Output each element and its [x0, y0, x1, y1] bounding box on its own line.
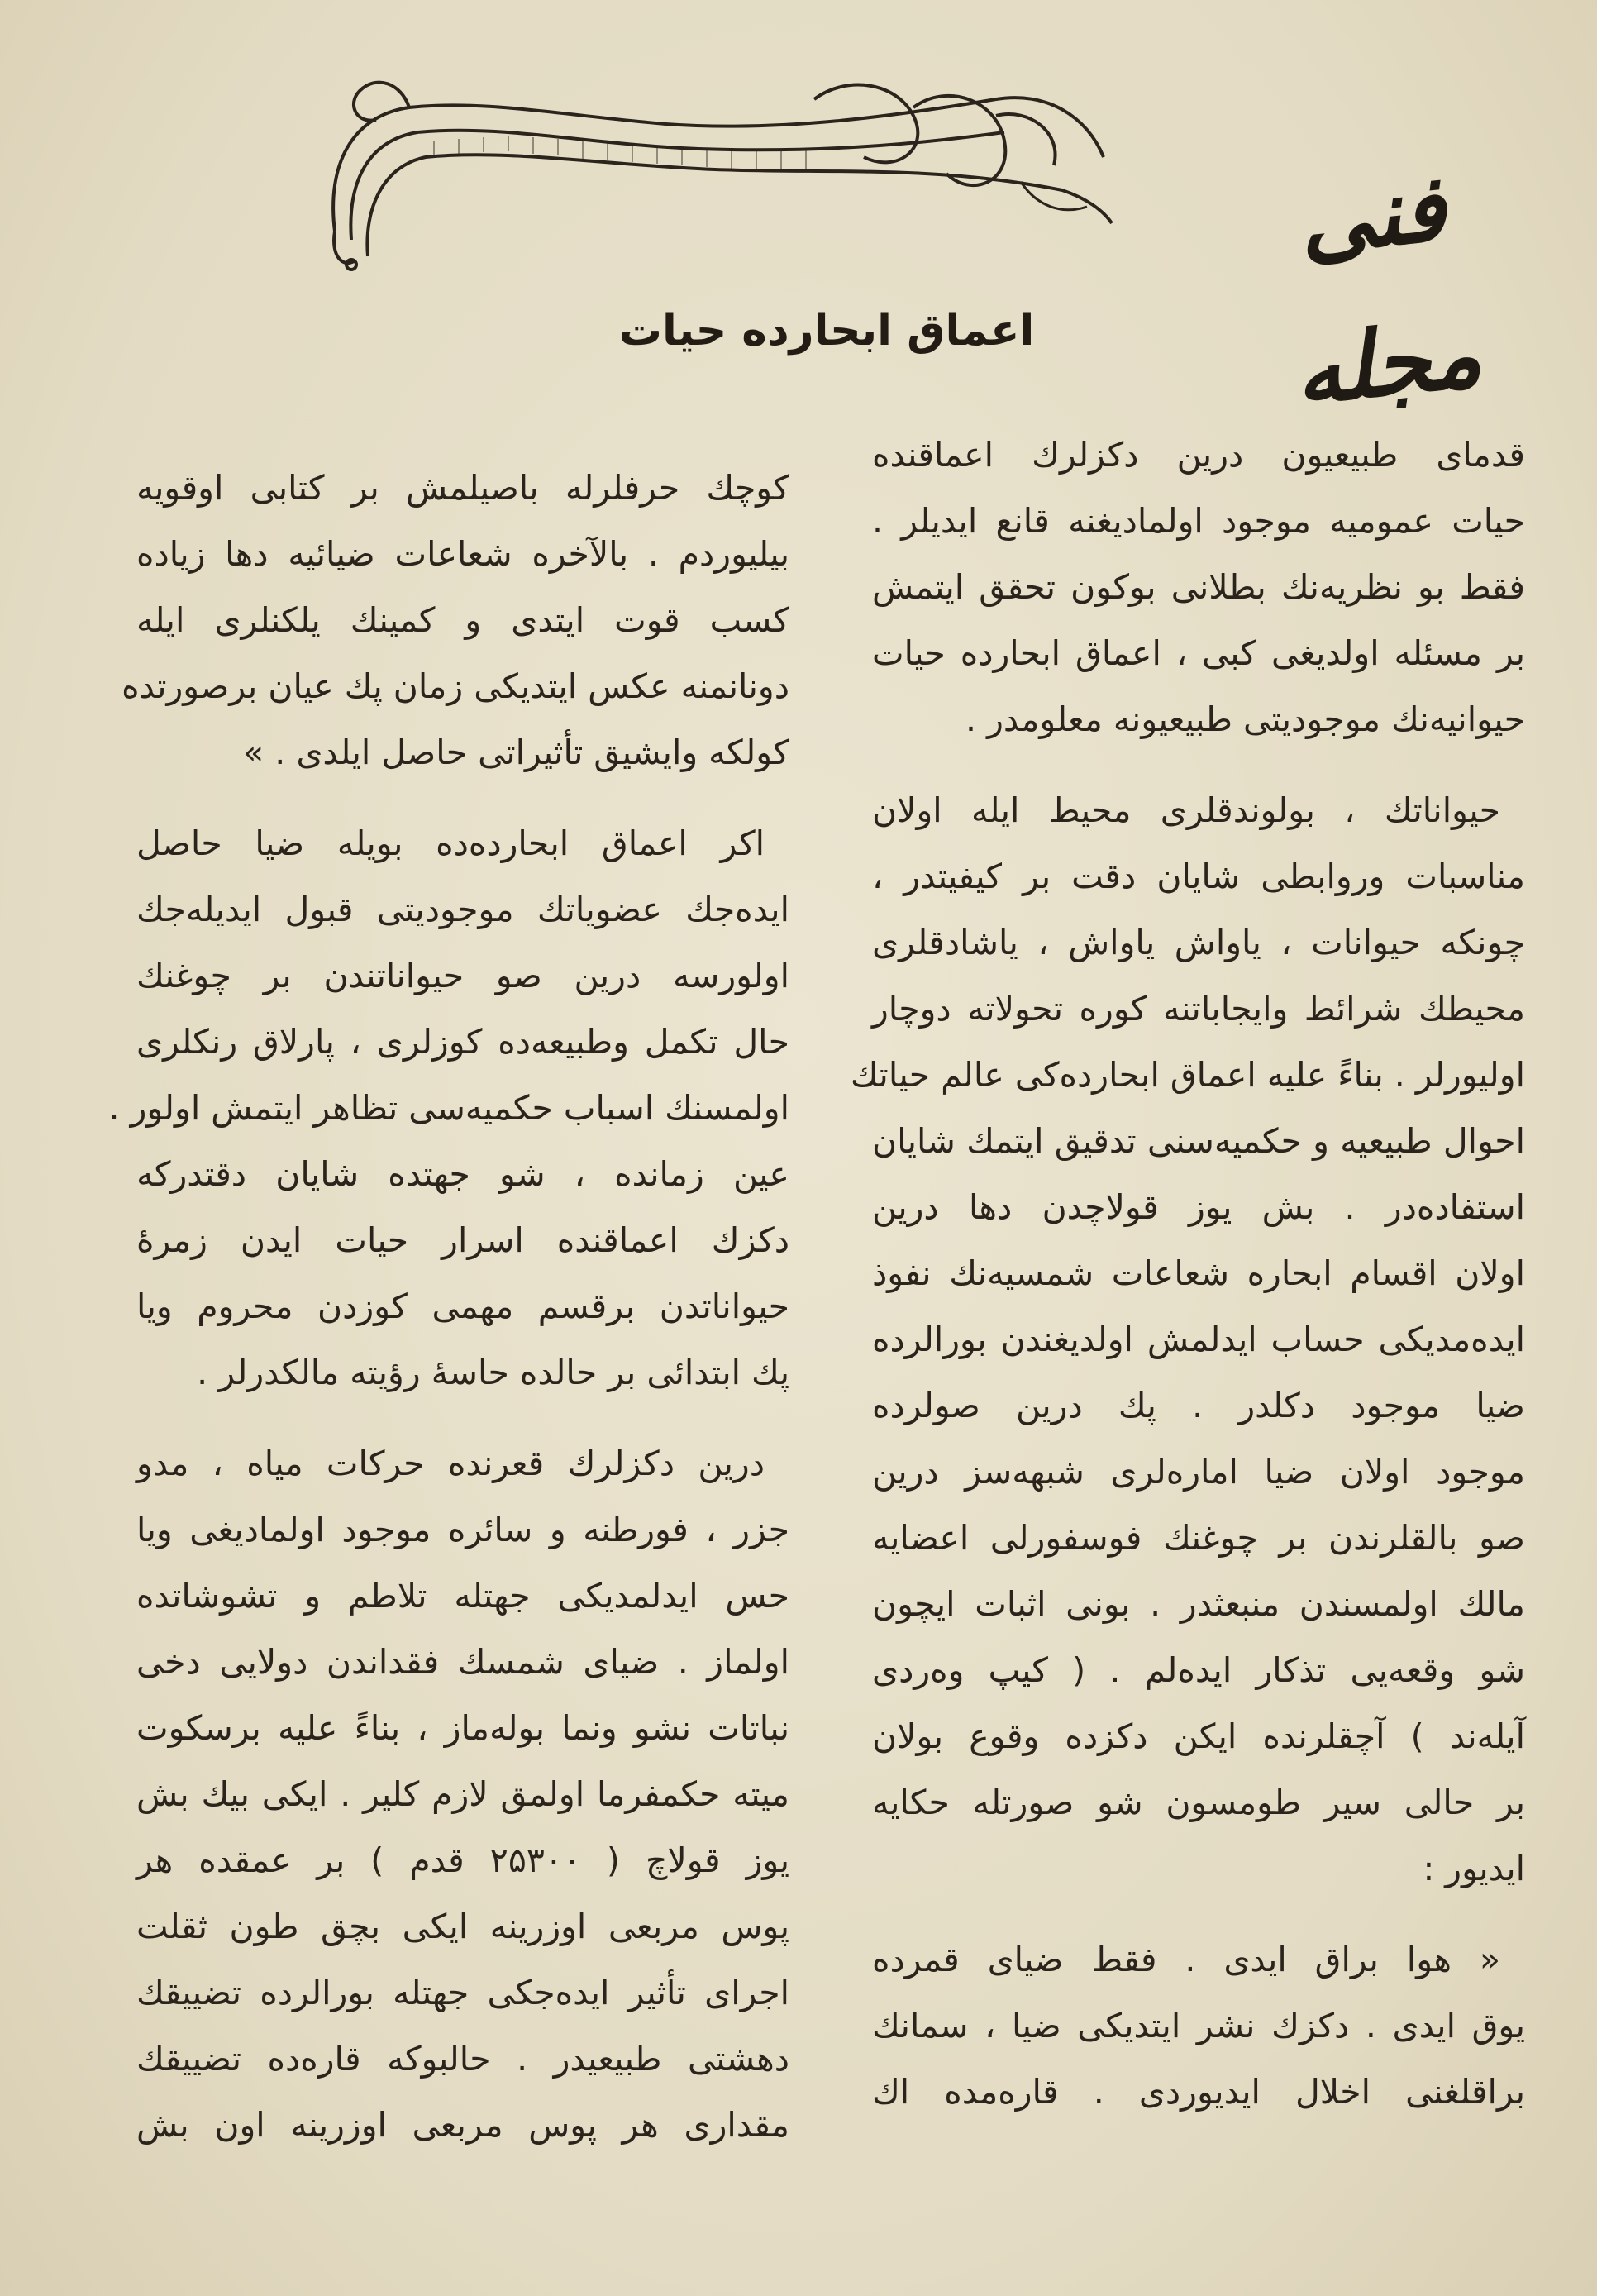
paragraph	[850, 777, 1525, 1902]
text-line: بر مسئله اولدیغی کبی ، اعماق ابحارده حیات	[872, 633, 1525, 673]
text-line: اولماز . ضیای شمسك فقداندن دولایی دخی	[136, 1642, 789, 1682]
text-line: ایده‌جك عضویاتك موجودیتی قبول ایدیله‌جك	[136, 890, 789, 929]
magazine-logo: فنی مجله	[1289, 154, 1486, 426]
text-line: حیواناتك ، بولوندقلری محیط ایله اولان	[872, 790, 1500, 830]
text-column-left	[108, 455, 789, 2183]
text-line: دونانمنه عکس ایتدیکی زمان پك عیان برصورتده	[122, 666, 789, 706]
text-line: یوز قولاچ ( ۲۵۳۰۰ قدم ) بر عمقده هر	[136, 1840, 789, 1880]
text-line: موجود اولان ضیا اماره‌لری شبهه‌سز درین	[872, 1452, 1525, 1492]
text-line: کولکه وایشیق تأثیراتی حاصل ایلدی . »	[243, 733, 789, 772]
text-line: حیواناتدن برقسم مهمی کوزدن محروم ویا	[136, 1286, 789, 1326]
text-line: احوال طبیعیه و حکمیه‌سنی تدقیق ایتمك شایان	[872, 1121, 1525, 1161]
text-line: حیات عمومیه موجود اولمادیغنه قانع ایدیلر .	[872, 501, 1525, 541]
text-line: استفاده‌در . بش یوز قولاچدن دها درین	[872, 1187, 1525, 1227]
text-line: یوق ایدی . دکزك نشر ایتدیکی ضیا ، سمانك	[872, 2006, 1525, 2045]
text-line: ایده‌مدیکی حساب ایدلمش اولدیغندن بورالرده	[872, 1320, 1525, 1359]
text-line: چونکه حیوانات ، یاواش یاواش ، یاشادقلری	[872, 923, 1525, 962]
text-line: صو بالقلرندن بر چوغنك فوسفورلی اعضایه	[872, 1518, 1525, 1558]
text-line: محیطك شرائط وایجاباتنه کوره تحولاته دوچار	[872, 989, 1525, 1029]
text-line: اولمسنك اسباب حکمیه‌سی تظاهر ایتمش اولور .	[108, 1088, 789, 1128]
text-line: جزر ، فورطنه و سائره موجود اولمادیغی ویا	[136, 1510, 789, 1549]
text-line: قدمای طبیعیون درین دکزلرك اعماقنده	[872, 435, 1525, 475]
text-line: عین زمانده ، شو جهتده شایان دقتدرکه	[136, 1154, 789, 1194]
text-line: « هوا براق ایدی . فقط ضیای قمرده	[872, 1940, 1500, 1979]
text-line: حیوانیه‌نك موجودیتی طبیعیونه معلومدر .	[965, 699, 1525, 739]
text-line: اولیورلر . بناءً علیه اعماق ابحارده‌کی عالم حیاتك	[850, 1055, 1525, 1095]
paragraph	[872, 422, 1525, 752]
text-line: کوچك حرفلرله باصیلمش بر کتابی اوقویه	[136, 468, 789, 508]
text-line: پك ابتدائی بر حالده حاسهٔ رؤیته مالکدرلر .	[197, 1353, 789, 1392]
paragraph	[108, 810, 789, 1406]
text-line: ایدیور :	[1423, 1849, 1525, 1888]
text-line: ضیا موجود دکلدر . پك درین صولرده	[872, 1386, 1525, 1425]
text-line: شو وقعه‌یی تذکار ایده‌لم . ( کیپ وه‌ردی	[872, 1650, 1525, 1690]
text-line: بیلیوردم . بالآخره شعاعات ضیائیه دها زیاده	[136, 534, 789, 574]
text-line: مناسبات وروابطی شایان دقت بر کیفیتدر ،	[872, 857, 1525, 896]
article-title: اعماق ابحارده حیات	[618, 306, 1035, 356]
text-line: فقط بو نظریه‌نك بطلانی بوکون تحقق ایتمش	[872, 567, 1525, 607]
text-line: کسب قوت ایتدی و کمینك یلکنلری ایله	[136, 600, 789, 640]
text-line: اجرای تأثیر ایده‌جکی جهتله بورالرده تضییقك	[136, 1973, 789, 2012]
text-line: آیله‌ند ) آچقلرنده ایکن دکزده وقوع بولان	[872, 1716, 1525, 1756]
text-line: درین دکزلرك قعرنده حرکات میاه ، مدو	[136, 1444, 765, 1483]
text-line: دکزك اعماقنده اسرار حیات ایدن زمرهٔ	[136, 1220, 789, 1260]
text-line: براقلغنی اخلال ایدیوردی . قاره‌مده اك	[872, 2072, 1525, 2112]
text-line: دهشتی طبیعیدر . حالبوکه قاره‌ده تضییقك	[136, 2039, 789, 2079]
text-line: اکر اعماق ابحارده‌ده بویله ضیا حاصل	[136, 823, 765, 863]
text-line: اولورسه درین صو حیواناتندن بر چوغنك	[136, 956, 789, 995]
text-line: بر حالی سیر طومسون شو صورتله حکایه	[872, 1783, 1525, 1822]
text-line: مالك اولمسندن منبعثدر . بونی اثبات ایچون	[872, 1584, 1525, 1624]
text-line: میته حکمفرما اولمق لازم کلیر . ایکی بیك بش	[136, 1774, 789, 1814]
text-column-right	[850, 422, 1525, 2150]
paragraph	[136, 1430, 789, 2158]
text-line: حال تکمل وطبیعه‌ده کوزلری ، پارلاق رنکلری	[136, 1022, 789, 1062]
decorative-header-ornament-icon	[318, 66, 1120, 273]
text-line: مقداری هر پوس مربعی اوزرینه اون بش	[136, 2105, 789, 2145]
text-line: حس ایدلمدیکی جهتله تلاطم و تشوشاتده	[136, 1576, 789, 1616]
text-line: نباتات نشو ونما بوله‌ماز ، بناءً علیه برسکوت	[136, 1708, 789, 1748]
text-line: پوس مربعی اوزرینه ایکی بچق طون ثقلت	[136, 1907, 789, 1946]
text-line: اولان اقسام ابحاره شعاعات شمسیه‌نك نفوذ	[872, 1253, 1525, 1293]
paragraph	[872, 1926, 1525, 2125]
paragraph	[122, 455, 789, 785]
